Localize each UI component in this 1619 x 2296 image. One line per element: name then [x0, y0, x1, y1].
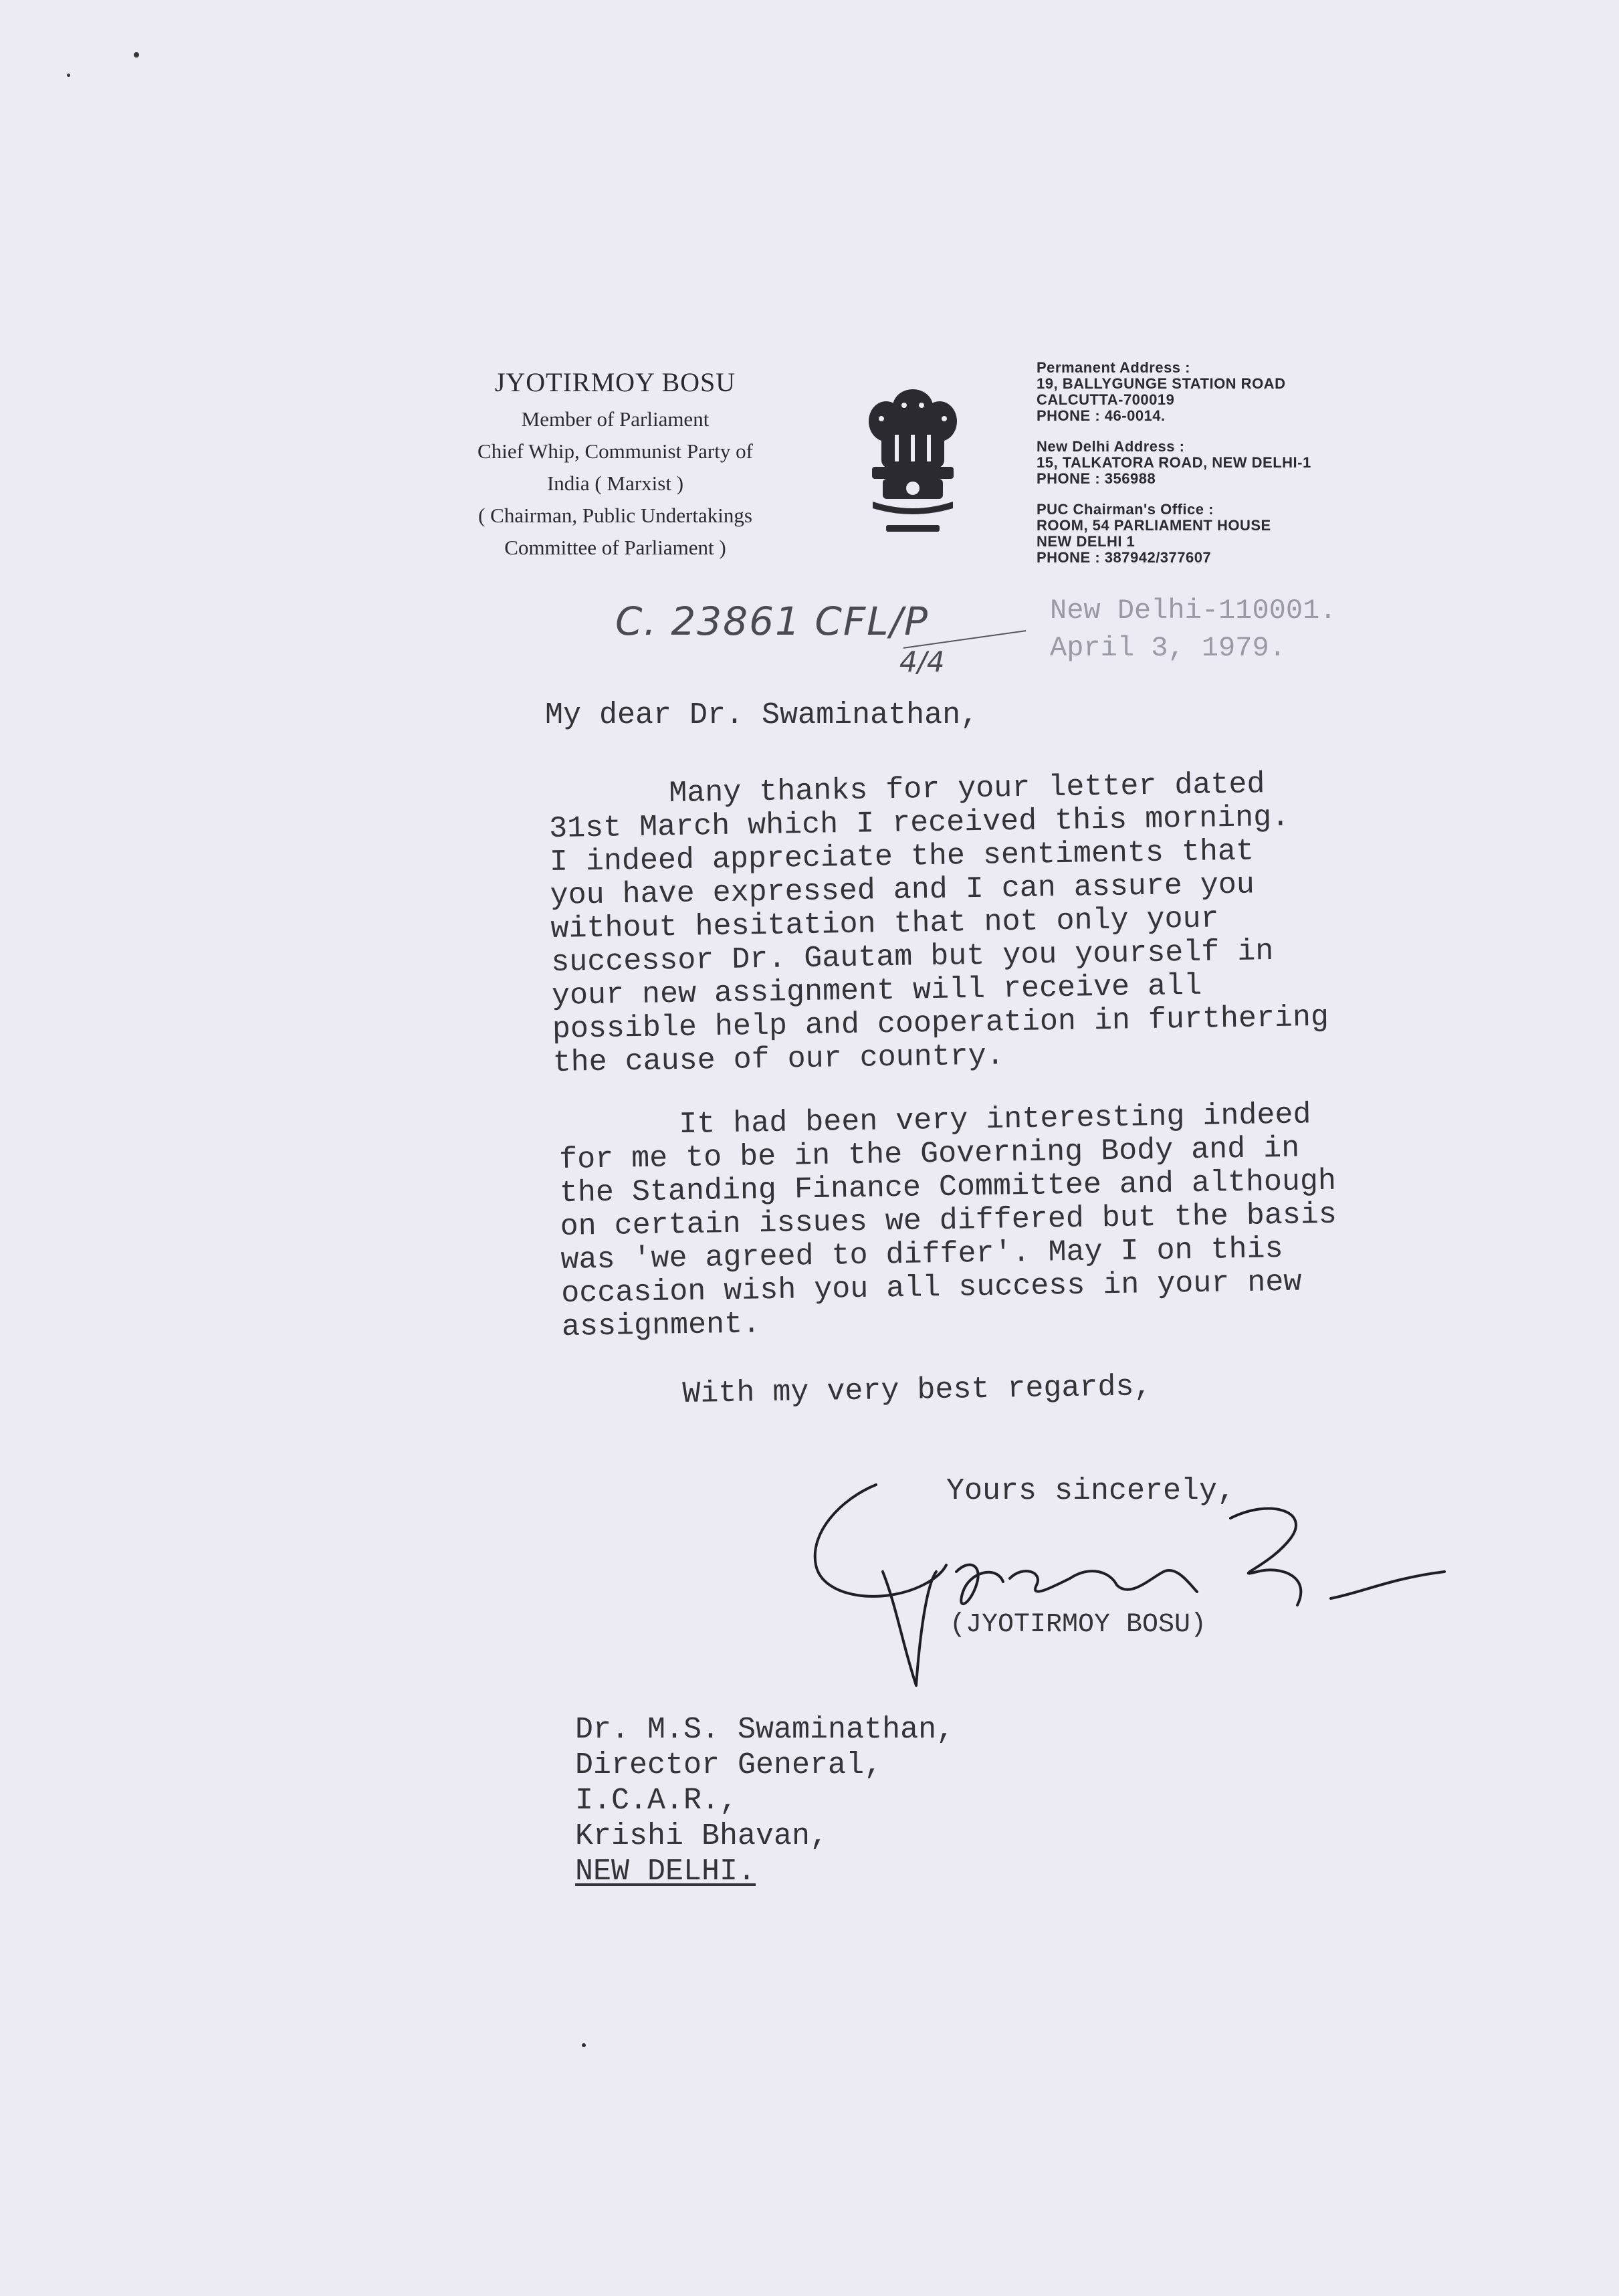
paper-speck — [67, 74, 70, 77]
letterhead-name: JYOTIRMOY BOSU — [494, 367, 736, 397]
letterhead-addresses — [1037, 360, 1411, 581]
dateline-date: April 3, 1979. — [1050, 632, 1286, 664]
paper-speck — [582, 2043, 586, 2047]
paragraph-line: I indeed appreciate the sentiments that — [549, 834, 1255, 879]
letterhead-title: Committee of Parliament ) — [504, 536, 726, 559]
recipient-line: Krishi Bhavan, — [575, 1819, 829, 1853]
paragraph-line: was 'we agreed to differ'. May I on this — [560, 1232, 1283, 1277]
closing-line: Yours sincerely, — [946, 1474, 1236, 1508]
paragraph-line: for me to be in the Governing Body and in — [558, 1131, 1300, 1177]
paragraph-line: the cause of our country. — [552, 1039, 1005, 1080]
new-delhi-address — [1037, 439, 1411, 487]
signatory-name: (JYOTIRMOY BOSU) — [950, 1610, 1207, 1640]
address-line: ROOM, 54 PARLIAMENT HOUSE — [1037, 517, 1271, 534]
national-emblem-icon — [863, 381, 963, 542]
reference-number: C. 23861 CFL/P — [615, 599, 930, 644]
paragraph-line: Many thanks for your letter dated — [668, 767, 1265, 811]
puc-office-address — [1037, 502, 1411, 566]
address-label: New Delhi Address : — [1037, 438, 1185, 455]
paragraph-2 — [558, 1098, 1339, 1344]
permanent-address — [1037, 360, 1411, 424]
regards-line: With my very best regards, — [681, 1369, 1152, 1411]
paper-speck — [134, 52, 139, 58]
address-line: PHONE : 46-0014. — [1037, 407, 1166, 424]
address-line: 19, BALLYGUNGE STATION ROAD — [1037, 375, 1286, 392]
paragraph-line: successor Dr. Gautam but you yourself in — [550, 934, 1274, 980]
paragraph-1 — [548, 767, 1329, 1080]
recipient-city: NEW DELHI. — [575, 1855, 756, 1889]
paragraph-line: without hesitation that not only your — [550, 902, 1219, 946]
address-line: CALCUTTA-700019 — [1037, 391, 1175, 408]
address-line: NEW DELHI 1 — [1037, 533, 1136, 550]
paragraph-line: It had been very interesting indeed — [678, 1098, 1311, 1142]
dateline — [1050, 592, 1336, 667]
paragraph-line: assignment. — [561, 1307, 761, 1344]
address-label: PUC Chairman's Office : — [1037, 501, 1214, 518]
recipient-line: I.C.A.R., — [575, 1784, 738, 1818]
paragraph-line: on certain issues we differed but the basis — [560, 1197, 1337, 1244]
letterhead-title: Member of Parliament — [521, 407, 710, 431]
letterhead-title: ( Chairman, Public Undertakings — [478, 504, 752, 527]
salutation: My dear Dr. Swaminathan, — [545, 698, 979, 732]
paragraph-line: possible help and cooperation in furthering — [552, 1000, 1329, 1047]
recipient-address — [575, 1712, 954, 1889]
paragraph-line: you have expressed and I can assure you — [550, 867, 1255, 913]
paragraph-line: your new assignment will receive all — [551, 968, 1202, 1013]
reference-date-note: 4/4 — [899, 645, 945, 678]
handwritten-signature — [802, 1471, 1471, 1712]
recipient-line: Director General, — [575, 1748, 883, 1782]
letterhead-left — [401, 367, 829, 564]
paragraph-line: occasion wish you all success in your new — [560, 1265, 1302, 1311]
address-label: Permanent Address : — [1037, 359, 1190, 376]
address-line: PHONE : 387942/377607 — [1037, 549, 1212, 566]
paragraph-line: 31st March which I received this morning. — [548, 800, 1290, 846]
dateline-place: New Delhi-110001. — [1050, 595, 1337, 627]
recipient-line: Dr. M.S. Swaminathan, — [575, 1713, 955, 1747]
address-line: PHONE : 356988 — [1037, 470, 1156, 487]
letterhead-title: India ( Marxist ) — [546, 472, 684, 495]
address-line: 15, TALKATORA ROAD, NEW DELHI-1 — [1037, 454, 1311, 471]
letterhead-title: Chief Whip, Communist Party of — [477, 439, 753, 463]
paragraph-line: the Standing Finance Committee and although — [559, 1164, 1337, 1211]
